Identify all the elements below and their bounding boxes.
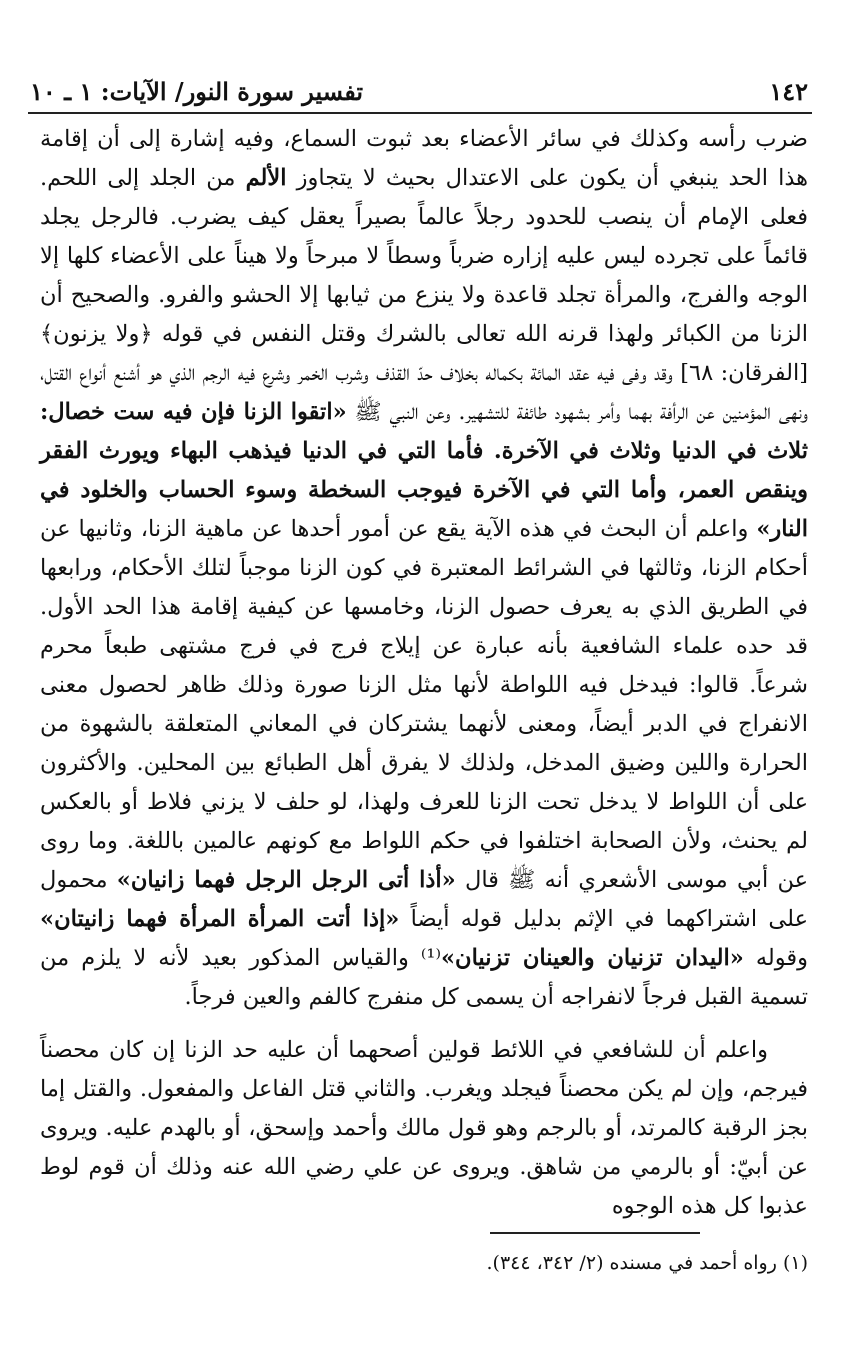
text-run: وقوله [743, 945, 809, 971]
text-run: ضرب رأسه وكذلك في سائر الأعضاء بعد ثبوت السماع، وفيه إشارة إلى أن إقامة هذا الحد ينبغي أن يكون على الاعتدال بحيث لا يتجاوز [40, 126, 808, 191]
hadith-quote: «اتقوا الزنا فإن فيه ست خصال: ثلاث في الدنيا وثلاث في الآخرة. فأما التي في الدنيا فيذهب البهاء ويورث الفقر وينقص العمر، وأما التي في الآخرة فيوجب السخطة وسوء الحساب والخلود في النار» [40, 399, 808, 542]
main-text [40, 120, 808, 1226]
paragraph-1 [40, 120, 808, 1017]
text-run: محمول على اشتراكهما في الإثم بدليل قوله أيضاً [40, 867, 809, 932]
footnote: (١) رواه أحمد في مسنده (٢/ ٣٤٢، ٣٤٤). [486, 1252, 808, 1274]
page-number: ١٤٢ [769, 77, 808, 106]
hadith-quote: «إذا أتت المرأة المرأة فهما زانيتان» [40, 906, 400, 932]
text-run: من الجلد إلى اللحم. فعلى الإمام أن ينصب للحدود رجلاً عالماً بصيراً يعقل كيف يضرب. فالرجل يجلد قائماً على تجرده ليس عليه إزاره ضرباً وسطاً لا مبرحاً ولا هيناً على الأعضاء كلها إلا الوجه والفرج، والمرأة تجلد قاعدة ولا ينزع من ثيابها إلا الحشو والفرو. والصحيح أن الزنا من الكبائر ولهذا قرنه الله تعالى بالشرك وقتل النفس في قوله ﴿ولا يزنون﴾ [الفرقان: ٦٨] وقد وفى فيه عقد المائة بكماله بخلاف حدّ القذف وشرب الخمر وشرع فيه الرجم الذي هو أشنع أنواع القتل، ونهى المؤمنين عن الرأفة بهما وأمر بشهود طائفة للتشهير. وعن النبي ﷺ [40, 165, 808, 425]
header-rule [28, 112, 812, 114]
hadith-quote: «أذا أتى الرجل الرجل فهما زانيان» [116, 867, 456, 893]
text-run: واعلم أن البحث في هذه الآية يقع عن أمور أحدها عن ماهية الزنا، وثانيها عن أحكام الزنا، وثالثها في الشرائط المعتبرة في كون الزنا موجباً لتلك الأحكام، ورابعها في الطريق الذي به يعرف حصول الزنا، وخامسها عن كيفية إقامة هذا الحد الأول. قد حده علماء الشافعية بأنه عبارة عن إيلاج فرج في فرج مشتهى طبعاً محرم شرعاً. قالوا: فيدخل فيه اللواطة لأنها مثل الزنا صورة وذلك ظاهر لحصول معنى الانفراج في الدبر أيضاً، ومعنى لأنهما يشتركان في المعاني المتعلقة بالشهوة من الحرارة واللين وضيق المدخل، ولذلك لا يفرق أهل الطبائع بين المحلين. والأكثرون على أن اللواط لا يدخل تحت الزنا للعرف ولهذا، لو حلف لا يزني فلاط أو بالعكس لم يحنث، ولأن الصحابة اختلفوا في حكم اللواط مع كونهم عالمين باللغة. وما روى عن أبي موسى الأشعري أنه ﷺ قال [40, 516, 808, 893]
text-run: ⁽¹⁾ والقياس المذكور بعيد لأنه لا يلزم من تسمية القبل فرجاً لانفراجه أن يسمى كل منفرج كالفم والعين فرجاً. [40, 945, 808, 1010]
hadith-quote: «اليدان تزنيان والعينان تزنيان» [440, 945, 744, 971]
bold-term: الألم [245, 165, 287, 191]
running-title: تفسير سورة النور/ الآيات: ١ ـ ١٠ [30, 77, 364, 106]
footnote-rule [490, 1232, 700, 1234]
paragraph-2: واعلم أن للشافعي في اللائط قولين أصحهما أن عليه حد الزنا إن كان محصناً فيرجم، وإن لم يكن محصناً فيجلد ويغرب. والثاني قتل الفاعل والمفعول. والقتل إما بجز الرقبة كالمرتد، أو بالرجم وهو قول مالك وأحمد وإسحق، أو بالهدم عليه. ويروى عن أبيّ: أو بالرمي من شاهق. ويروى عن علي رضي الله عنه وذلك أن قوم لوط عذبوا كل هذه الوجوه [40, 1037, 808, 1219]
page-header [30, 62, 808, 106]
